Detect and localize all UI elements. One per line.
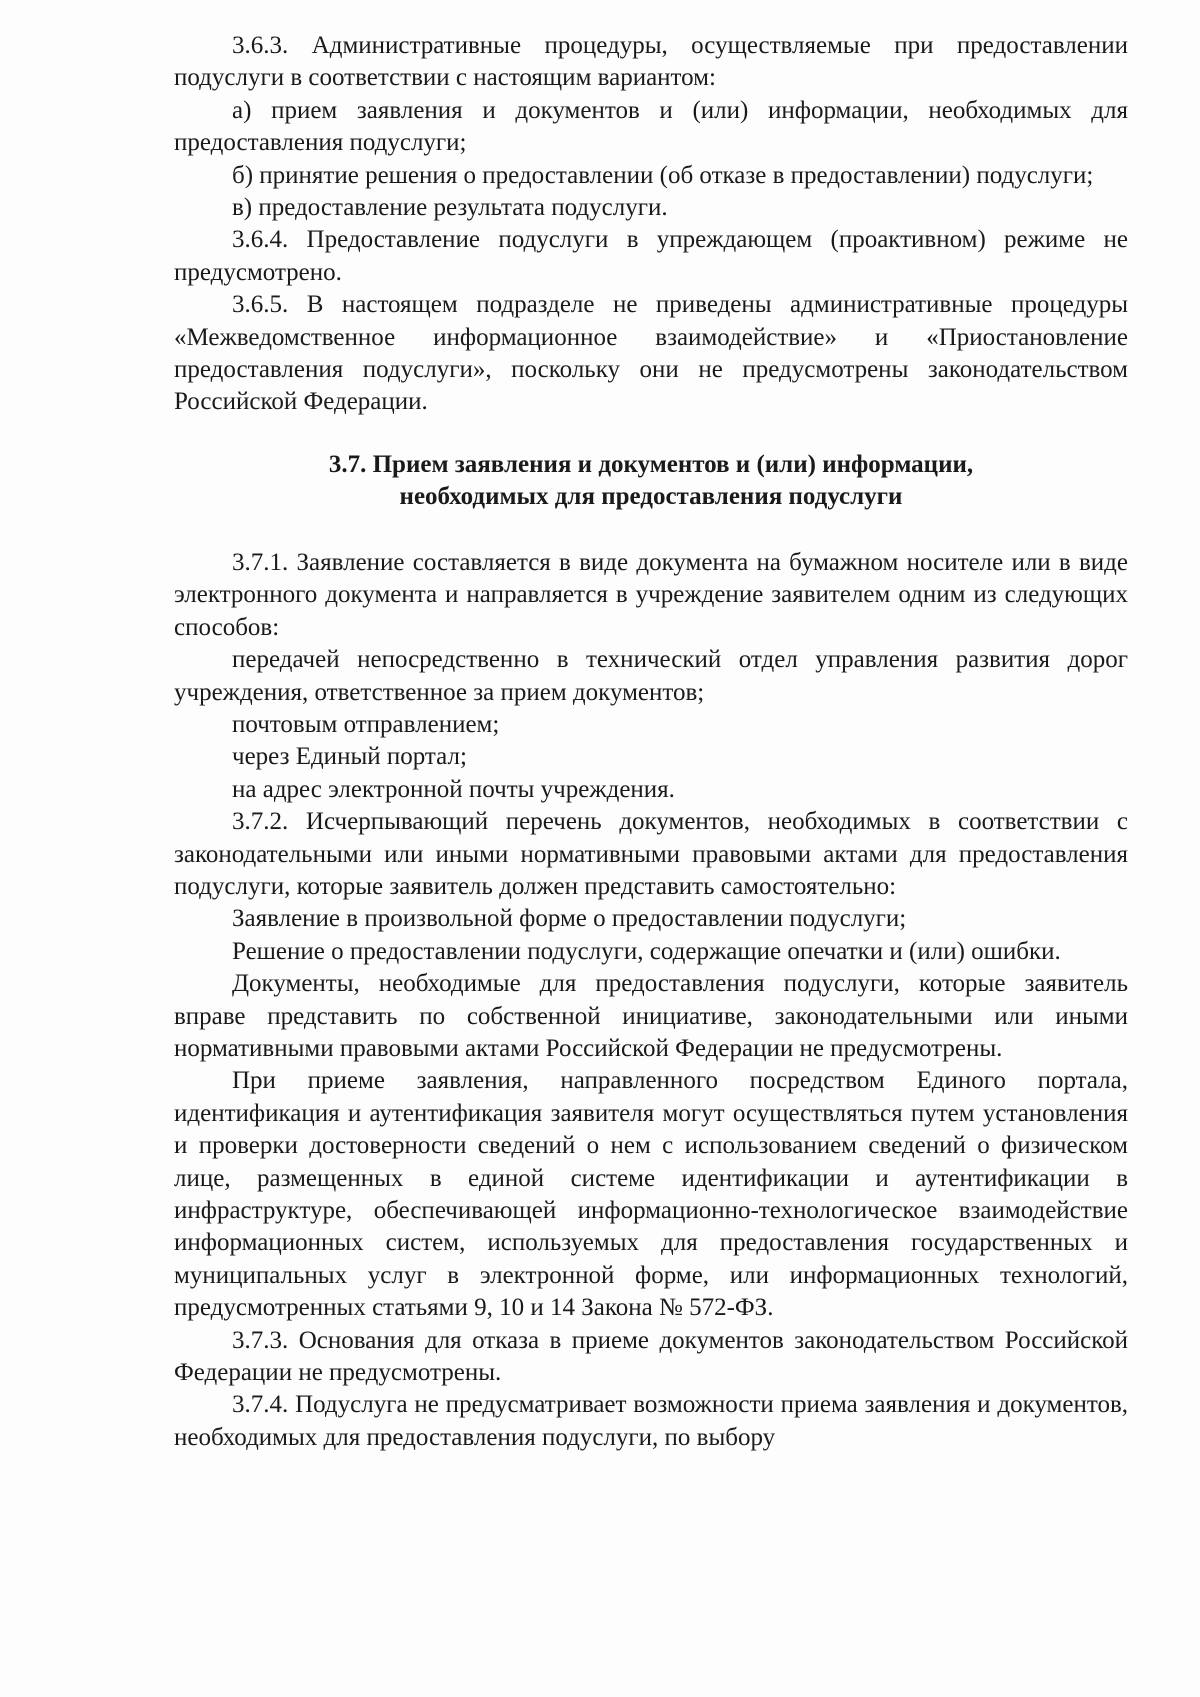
list-item-b: б) принятие решения о предоставлении (об отказе в предоставлении) подуслуги;: [232, 161, 1094, 189]
paragraph-3-7-1: 3.7.1. Заявление составляется в виде документа на бумажном носителе или в виде электронного документа и направляется в учреждение заявителем одним из следующих способов:: [174, 548, 1128, 641]
paragraph-3-6-3: 3.6.3. Административные процедуры, осуществляемые при предоставлении подуслуги в соответствии с настоящим вариантом:: [174, 32, 1128, 92]
section-heading: [174, 449, 1128, 513]
list-item-c: в) предоставление результата подуслуги.: [232, 194, 668, 222]
required-doc-decision: Решение о предоставлении подуслуги, содержащие опечатки и (или) ошибки.: [232, 937, 1061, 965]
method-item-direct: передачей непосредственно в технический отдел управления развития дорог учреждения, ответственное за прием документов;: [174, 646, 1128, 706]
paragraph-3-7-3: 3.7.3. Основания для отказа в приеме документов законодательством Российской Федерации не предусмотрены.: [174, 1326, 1128, 1387]
section-heading-line-1: 3.7. Прием заявления и документов и (или) информации,: [328, 450, 974, 478]
paragraph-3-6-4: 3.6.4. Предоставление подуслуги в упреждающем (проактивном) режиме не предусмотрено.: [174, 226, 1128, 286]
required-doc-application: Заявление в произвольной форме о предоставлении подуслуги;: [232, 905, 907, 933]
method-item-portal: через Единый портал;: [232, 743, 467, 771]
document-body: [174, 30, 1128, 1454]
section-heading-line-2: необходимых для предоставления подуслуги: [399, 482, 903, 510]
paragraph-3-6-5: 3.6.5. В настоящем подразделе не приведены административные процедуры «Межведомственное информационное взаимодействие» и «Приостановление предоставления подуслуги», поскольку они не предусмотрены законодательством Российской Федерации.: [174, 291, 1128, 416]
paragraph-optional-docs: Документы, необходимые для предоставления подуслуги, которые заявитель вправе представить по собственной инициативе, законодательными или иными нормативными правовыми актами Российской Федерации не предусмотрены.: [174, 970, 1128, 1062]
paragraph-identification: При приеме заявления, направленного посредством Единого портала, идентификация и аутентификация заявителя могут осуществляться путем установления и проверки достоверности сведений о нем с использованием сведений о физическом лице, размещенных в единой системе идентификации и аутентификации в инфраструктуре, обеспечивающей информационно-технологическое взаимодействие информационных систем, используемых для предоставления государственных и муниципальных услуг в электронной форме, или информационных технологий, предусмотренных статьями 9, 10 и 14 Закона № 572-ФЗ.: [174, 1067, 1128, 1322]
paragraph-3-7-4: 3.7.4. Подуслуга не предусматривает возможности приема заявления и документов, необходимых для предоставления подуслуги, по выбору: [174, 1391, 1128, 1451]
list-item-a: а) прием заявления и документов и (или) информации, необходимых для предоставления подуслуги;: [174, 96, 1128, 157]
method-item-email: на адрес электронной почты учреждения.: [232, 775, 675, 803]
method-item-post: почтовым отправлением;: [232, 710, 500, 738]
paragraph-3-7-2: 3.7.2. Исчерпывающий перечень документов, необходимых в соответствии с законодательными или иными нормативными правовыми актами для предоставления подуслуги, которые заявитель должен представить самостоятельно:: [174, 808, 1128, 900]
